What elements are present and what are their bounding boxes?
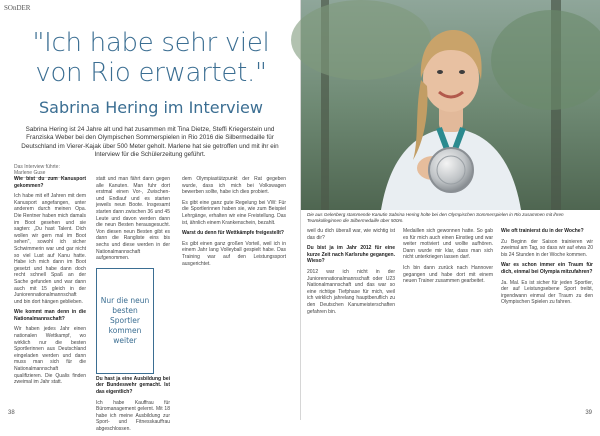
text-column-3: [182, 176, 286, 271]
left-page: [0, 0, 301, 432]
column-paragraph: Wie kommt man denn in die Nationalmannschaft?: [14, 309, 86, 322]
column-paragraph: Wie oft trainierst du in der Woche?: [501, 228, 584, 234]
column-paragraph: War es schon immer ein Traum für dich, einmal bei Olympia mitzufahren?: [501, 262, 593, 275]
column-paragraph: weil du dich überall war, wie wichtig ist das dir?: [307, 228, 395, 241]
column-paragraph: statt und man fährt dann gegen alle Kanuten. Man fuhr dort erstmal einen Vor-, Zwischen- und Endlauf und es starten jeweils neun Boote. Insgesamt starten dann zwischen 36 und 45 Leute und davon werden dann die neun Besten herausgesucht. Von diesen neun Besten gibt es dann die Rangliste eins bis sechs und diese werden in der Nationalmannschaft aufgenommen.: [96, 176, 170, 262]
text-column-5: [403, 228, 493, 289]
pull-quote-text: Nur die neun besten Sportler kommen weiter: [100, 296, 150, 345]
article-subtitle: Sabrina Hering im Interview: [39, 98, 263, 117]
column-paragraph: Du bist ja im Jahr 2012 für eine kurze Zeit nach Karlsruhe gegangen. Wieso?: [307, 245, 395, 265]
page-number: 39: [585, 410, 592, 416]
column-paragraph: Wir haben jedes Jahr einen nationalen Wettkampf, wo wirklich nur die besten Sportlerinnen aus Deutschland eingeladen werden und dann muss man sich für die Nationalmannschaft qualifizieren. Die Qualis finden zweimal im Jahr statt.: [14, 326, 86, 386]
pull-quote-box: [96, 268, 154, 374]
section-header: SOnDER: [4, 4, 31, 12]
headline-quote: "Ich habe sehr viel von Rio erwartet.": [32, 28, 270, 88]
column-paragraph: Es gibt einen ganz großen Vorteil, weil ich in einem Jahr lang Volleyball gespielt habe. Das Training war auf den Leistungssport ausgerichtet.: [182, 240, 286, 267]
column-paragraph: Ich habe Kauffrau für Büromanagement gelernt. Mit 18 habe ich meine Ausbildung zur Sport- und Fitnesskauffrau abgeschlossen.: [96, 399, 170, 432]
athlete-photo: [301, 0, 600, 210]
lead-paragraph: Sabrina Hering ist 24 Jahre alt und hat zusammen mit Tina Dietze, Steffi Kriegerstein und Franziska Weber bei den Olympischen Sommerspielen in Rio 2016 die Silbermedaille für Deutschland im Vierer-Kajak über 500 Meter geholt. Marlene hat sie getroffen und mit ihr ein Interview für die Schülerzeitung geführt.: [21, 126, 279, 159]
column-paragraph: Warst du denn für Wettkämpfe freigestellt?: [182, 230, 284, 237]
column-paragraph: Es gibt eine ganz gute Regelung bei VW: Für die Sportlerinnen haben sie, wie zum Beispiel Lehrgänge, erhalten wir eine Freistellung. Das ist, ähnlich einem Krankenschein, bezahlt.: [182, 199, 286, 226]
column-paragraph: Medaillen sich gewonnen hatte. So gab es für mich auch einen Einstieg und war weiter motiviert und wollte aufhören. Dann wurde mir klar, dass man sich nicht unterkriegen lassen darf.: [403, 228, 493, 261]
column-paragraph: dem Olympiastützpunkt der Rat gegeben wurde, dass ich mich bei Volkswagen bewerben sollte, habe ich dies probiert.: [182, 176, 286, 196]
column-paragraph: Wie bist du zum Kanusport gekommen?: [14, 176, 86, 189]
byline: Das Interview führte: Marlene Guse: [14, 164, 66, 178]
right-page: [301, 0, 600, 420]
page-number: 38: [8, 410, 15, 416]
column-paragraph: Ich habe mit elf Jahren mit dem Kanusport angefangen, unter anderem durch meinen Opa. Die Rentner haben mich damals im Boot gesehen und sie sagten: „Du hast Talent. Dich wollen wir gern mal im Boot sehen", sowohl ich sicher Schwimmerin war und gar nicht so viel Lust auf Kanu hatte. Habe ich mich dann im Boot gesetzt und habe dann doch recht schnell Spaß an der Sache gefunden und war dann auch mit 15 gleich in der Juniorennationalmannschaft und bin dort hängen geblieben.: [14, 193, 86, 305]
text-column-4: [307, 228, 395, 319]
column-paragraph: Ich bin dann zurück nach Hannover gegangen und habe dort mit einem neuen Trainer zusammen gearbeitet.: [403, 264, 493, 285]
text-column-6: [501, 228, 593, 310]
photo-caption: Die aus Gelenberg stammende Kanutin Sabrina Hering holte bei den Olympischen Sommerspielen in Rio zusammen mit ihren Teamkolleginnen die Silbermedaille über 500m.: [307, 212, 564, 223]
photo-illustration: [301, 0, 600, 210]
column-paragraph: Zu Beginn der Saison trainieren wir zweimal am Tag, so dass wir auf etwa 20 bis 24 Stunden in der Woche kommen.: [501, 238, 593, 258]
column-paragraph: 2012 war ich nicht in der Juniorennationalmannschaft oder U23 Nationalmannschaft und das war so eine richtige Tiefphase für mich, weil ich wirklich jahrelang hauptberuflich zu den Deutschen Kanumeisterschaften gefahren bin.: [307, 268, 395, 315]
column-paragraph: Ja. Mal. Es ist sicher für jeden Sportler, der auf Leistungsebene Sport treibt, irgendwann einmal der Traum zu den Olympischen Spielen zu fahren.: [501, 279, 593, 306]
text-column-1: [14, 176, 86, 390]
column-paragraph: Du hast ja eine Ausbildung bei der Bundeswehr gemacht. Ist das eigentlich?: [96, 375, 170, 395]
